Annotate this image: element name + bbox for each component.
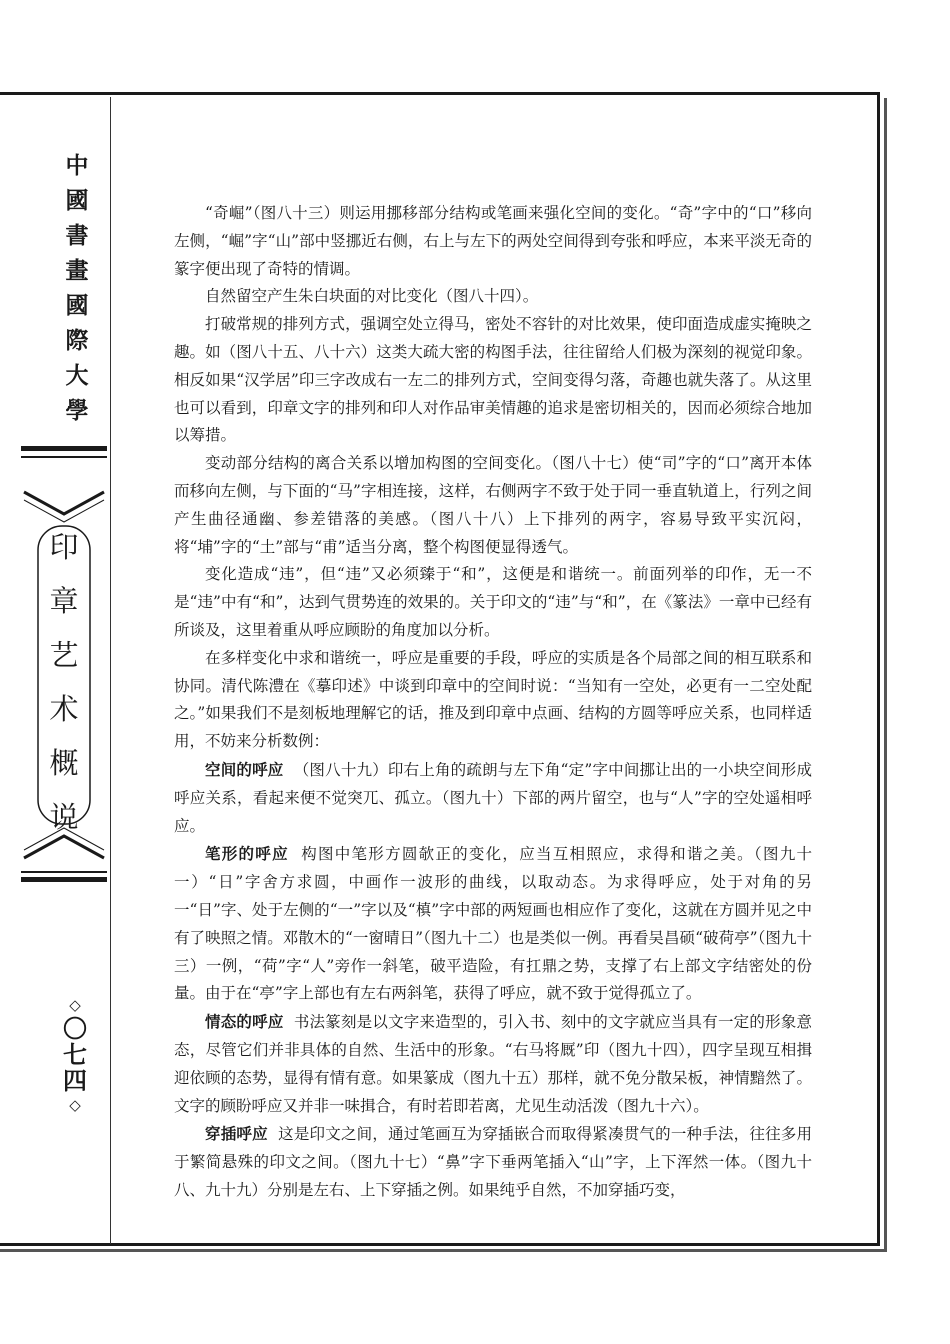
- section-lead: 情态的呼应: [205, 1012, 284, 1032]
- sidebar-divider: [110, 97, 111, 1244]
- band-top-rule-thick: [21, 446, 107, 451]
- paragraph: [174, 311, 812, 450]
- section-lead: 笔形的呼应: [205, 844, 289, 864]
- paragraph-text: 这是印文之间，通过笔画互为穿插嵌合而取得紧凑贯气的一种手法，往往多用于繁简悬殊的印文之间。（图九十七）“鼻”字下垂两笔插入“山”字，上下浑然一体。（图九十八、九十九）分别是左右、上下穿插之例。如果纯乎自然，不加穿插巧变，: [174, 1125, 812, 1199]
- paragraph: [174, 645, 812, 756]
- band-top-rule-thin: [21, 456, 107, 458]
- book-title-char: 术: [49, 692, 79, 726]
- page-number-digit: 〇: [63, 1014, 87, 1043]
- book-title-char: 印: [49, 530, 79, 564]
- paragraph-text: 书法篆刻是以文字来造型的，引入书、刻中的文字就应当具有一定的形象意态，尽管它们并非具体的自然、生活中的形象。“右马将厩”印（图九十四），四字呈现互相揖迎依顾的态势，显得有情有意。如果篆成（图九十五）那样，就不免分散呆板，神情黯然了。文字的顾盼呼应又并非一味揖合，有时若即若离，尤见生动活泼（图九十六）。: [174, 1013, 812, 1115]
- section-lead: 空间的呼应: [205, 759, 284, 779]
- paragraph: [174, 450, 812, 561]
- book-title-char: 章: [49, 584, 79, 618]
- page-number-digit: 四: [63, 1066, 87, 1095]
- book-title-char: 说: [49, 800, 79, 834]
- sidebar-book-title: [22, 520, 106, 844]
- paragraph-text: 在多样变化中求和谐统一，呼应是重要的手段，呼应的实质是各个局部之间的相互联系和协同。清代陈澧在《摹印述》中谈到印章中的空间时说：“当知有一空处，必更有一二空处配之。”如果我们不是刻板地理解它的话，推及到印章中点画、结构的方圆等呼应关系，也同样适用，不妨来分析数例：: [174, 648, 812, 751]
- diamond-ornament-icon: ◇: [69, 1096, 81, 1114]
- university-char: 中: [65, 152, 89, 179]
- university-char: 大: [65, 362, 89, 389]
- paragraph-text: 打破常规的排列方式，强调空处立得马，密处不容针的对比效果，使印面造成虚实掩映之趣。如（图八十五、八十六）这类大疏大密的构图手法，往往留给人们极为深刻的视觉印象。相反如果“汉学居”印三字改成右一左二的排列方式，空间变得匀落，奇趣也就失落了。从这里也可以看到，印章文字的排列和印人对作品审美情趣的追求是密切相关的，因而必须综合地加以筹措。: [174, 315, 812, 445]
- book-title-char: 艺: [49, 638, 79, 672]
- page-number-digit: 七: [63, 1040, 87, 1069]
- paragraph: [174, 756, 812, 840]
- paragraph: [174, 1008, 812, 1120]
- paragraph: [174, 283, 812, 311]
- sidebar-university-name: [60, 148, 94, 428]
- paragraph: [174, 840, 812, 1008]
- paragraph: [174, 1120, 812, 1204]
- diamond-ornament-icon: ◇: [69, 996, 81, 1014]
- section-lead: 穿插呼应: [205, 1124, 268, 1144]
- paragraph-text: 构图中笔形方圆欹正的变化，应当互相照应，求得和谐之美。（图九十一）“日”字舍方求圆，中画作一波形的曲线，以取动态。为求得呼应，处于对角的另一“日”字、处于左侧的“一”字以及“槙”字中部的两短画也相应作了变化，这就在方圆并见之中有了映照之情。邓散木的“一窗晴日”（图九十二）也是类似一例。再看吴昌硕“破荷亭”（图九十三）一例，“荷”字“人”旁作一斜笔，破平造险，有扛鼎之势，支撑了右上部文字结密处的份量。由于在“亭”字上部也有左右两斜笔，获得了呼应，就不致于觉得孤立了。: [174, 845, 812, 1003]
- university-char: 書: [65, 222, 89, 249]
- band-bottom-rule-thick: [21, 877, 107, 882]
- university-char: 國: [65, 187, 89, 214]
- body-text: [174, 200, 812, 1205]
- university-char: 國: [65, 292, 89, 319]
- paragraph-text: 自然留空产生朱白块面的对比变化（图八十四）。: [205, 287, 539, 306]
- university-char: 際: [65, 327, 89, 354]
- paragraph-text: 变动部分结构的离合关系以增加构图的空间变化。（图八十七）使“司”字的“口”离开本体而移向左侧，与下面的“马”字相连接，这样，右侧两字不致于处于同一垂直轨道上，行列之间产生曲径通幽、参差错落的美感。（图八十八）上下排列的两字，容易导致平实沉闷，将“埔”字的“土”部与“甫”适当分离，整个构图便显得透气。: [174, 454, 812, 556]
- paragraph: [174, 561, 812, 644]
- paragraph-text: （图八十九）印右上角的疏朗与左下角“定”字中间挪让出的一小块空间形成呼应关系，看起来便不觉突兀、孤立。（图九十）下部的两片留空，也与“人”字的空处遥相呼应。: [174, 760, 812, 835]
- paragraph: [174, 200, 812, 283]
- paragraph-text: “奇崛”（图八十三）则运用挪移部分结构或笔画来强化空间的变化。“奇”字中的“口”移向左侧，“崛”字“山”部中竖挪近右侧，右上与左下的两处空间得到夸张和呼应，本来平淡无奇的篆字便出现了奇特的情调。: [174, 204, 812, 278]
- paragraph-text: 变化造成“违”，但“违”又必须臻于“和”，这便是和谐统一。前面列举的印作，无一不是“违”中有“和”，达到气贯势连的效果的。关于印文的“违”与“和”，在《篆法》一章中已经有所谈及，这里着重从呼应顾盼的角度加以分析。: [174, 565, 812, 639]
- book-title-char: 概: [49, 746, 79, 780]
- band-bottom-rule-thin: [21, 871, 107, 873]
- page-number: [58, 994, 92, 1116]
- university-char: 畫: [65, 257, 89, 284]
- university-char: 學: [65, 397, 89, 424]
